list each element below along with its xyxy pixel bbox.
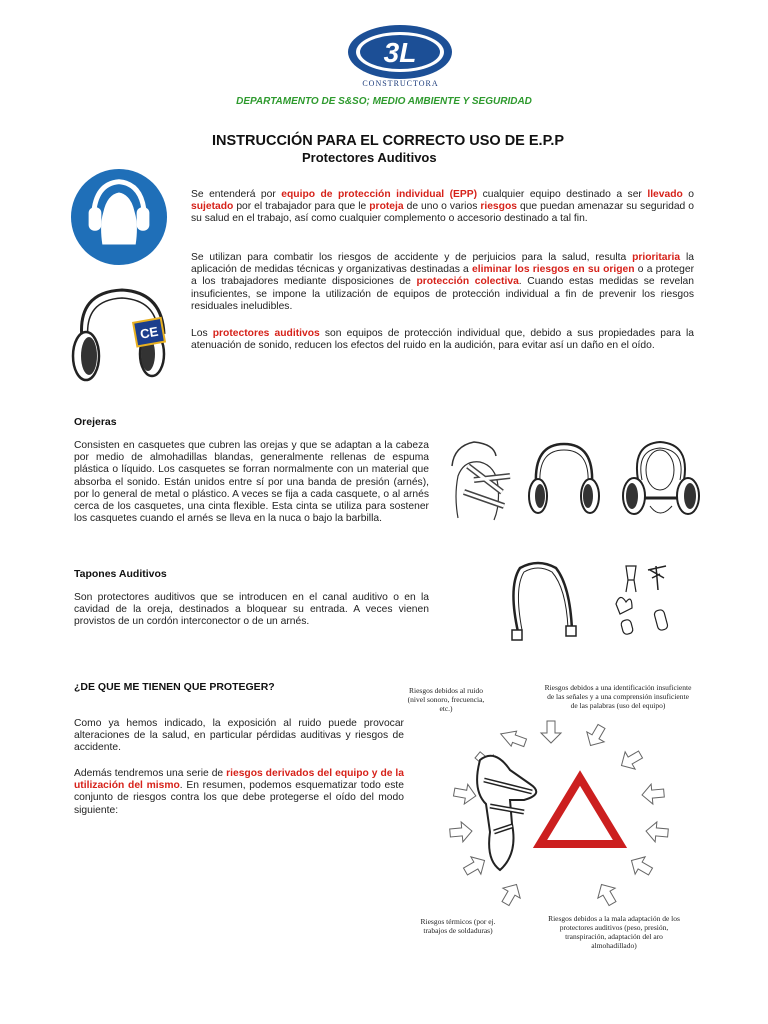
highlighted-term: protección colectiva	[416, 276, 519, 288]
highlighted-term: llevado	[647, 189, 683, 200]
highlighted-term: sujetado	[191, 201, 234, 213]
page-title: INSTRUCCIÓN PARA EL CORRECTO USO DE E.P.P	[212, 133, 565, 149]
text-segment: . Cuando estas medidas se revelan insuficientes, se impone la utilización de equipos de protección individual a fin de prevenir los riesgos residuales ineludibles.	[191, 276, 694, 312]
earmuff-worn-illustration	[444, 436, 516, 524]
diagram-label-signals: Riesgos debidos a una identificación insuficiente de las señales y a una comprensión insuficiente de las palabras (uso del equipo)	[544, 683, 692, 710]
tapones-text: Son protectores auditivos que se introducen en el canal auditivo o en la cavidad de la oreja, destinados a bloquear su entrada. A veces vienen provistos de un cordón interconector o de un arnés.	[74, 592, 429, 628]
orejeras-text: Consisten en casquetes que cubren las orejas y que se adaptan a la cabeza por medio de almohadillas blandas, generalmente rellenas de espuma plástica o líquido. Los casquetes se forran normalmente con un material que absorba el sonido. Están unidos entre sí por una banda de presión (arnés), por lo general de metal o plástico. A veces se fija a cada casquete, o al arnés cerca de los casquetes, una cinta flexible. Esta cinta se utiliza para sostener los casquetes cuando el arnés se lleva en la nuca o bajo la barbilla.	[74, 440, 429, 525]
text-segment: por el trabajador para que le	[233, 201, 370, 213]
highlighted-term: eliminar los riesgos en su origen	[472, 264, 635, 276]
earmuff-neckband-illustration	[620, 436, 702, 522]
text-segment: son equipos de protección individual que, debido a sus propiedades para la atenuación de sonido, reducen los efectos del ruido en la audición, para evitar así un daño en el oído.	[191, 328, 694, 352]
text-segment: Los	[191, 328, 213, 339]
risk-diagram	[420, 720, 690, 915]
highlighted-term: prioritaria	[632, 252, 681, 263]
diagram-label-thermal: Riesgos térmicos (por ej. trabajos de soldaduras)	[420, 917, 496, 935]
earmuff-headband-illustration	[524, 440, 604, 520]
diagram-label-noise: Riesgos debidos al ruido (nivel sonoro, frecuencia, etc.)	[407, 686, 485, 713]
logo-subtitle: CONSTRUCTORA	[362, 79, 439, 88]
highlighted-term: protectores auditivos	[212, 328, 320, 339]
highlighted-term: riesgos	[480, 201, 517, 213]
highlighted-term: equipo de protección individual (EPP)	[281, 189, 478, 200]
diagram-label-fit: Riesgos debidos a la mala adaptación de los protectores auditivos (peso, presión, transpiración, adaptación del aro almohadillado)	[548, 914, 680, 950]
text-segment: . En resumen, podemos esquematizar todo este conjunto de riesgos contra los que debe protegerse el oído del modo siguiente:	[74, 780, 404, 816]
department-line: DEPARTAMENTO DE S&SO; MEDIO AMBIENTE Y SEGURIDAD	[236, 96, 532, 107]
earmuff-illustration	[62, 284, 182, 394]
highlighted-term: proteja	[369, 201, 404, 213]
text-segment: o	[682, 189, 695, 200]
text-segment: Se entenderá por	[191, 189, 282, 200]
ear-protection-sign-icon	[70, 168, 168, 266]
text-segment: o a proteger a los trabajadores mediante disposiciones de	[191, 264, 695, 288]
earplugs-illustration	[606, 560, 686, 640]
text-segment: Se utilizan para combatir los riesgos de accidente y de perjuicios para la salud, resulta	[191, 252, 633, 263]
text-segment: la aplicación de medidas técnicas y organizativas destinadas a	[191, 252, 694, 276]
earplug-band-illustration	[498, 556, 584, 646]
highlighted-term: riesgos derivados del equipo y de la utilización del mismo	[74, 768, 405, 792]
logo-text: 3L	[383, 37, 417, 68]
text-segment: que puedan amenazar su seguridad o su salud en el trabajo, así como cualquier complemento o accesorio destinado a tal fin.	[191, 201, 694, 225]
intro-paragraph-1	[191, 189, 694, 226]
text-segment: cualquier equipo destinado a ser	[477, 189, 648, 200]
intro-paragraph-2	[191, 252, 694, 313]
proteger-heading: ¿DE QUE ME TIENEN QUE PROTEGER?	[74, 681, 275, 693]
page-subtitle: Protectores Auditivos	[302, 150, 437, 165]
warning-triangle-icon	[540, 778, 620, 844]
text-segment: Además tendremos una serie de	[74, 768, 227, 779]
orejeras-heading: Orejeras	[74, 416, 117, 428]
intro-paragraph-3	[191, 328, 694, 352]
tapones-heading: Tapones Auditivos	[74, 568, 167, 580]
ce-mark: CE	[138, 323, 160, 342]
proteger-text-1: Como ya hemos indicado, la exposición al ruido puede provocar alteraciones de la salud, en particular pérdidas auditivas y riesgos de accidente.	[74, 718, 404, 754]
proteger-text-2	[74, 768, 404, 817]
text-segment: de uno o varios	[403, 201, 481, 213]
